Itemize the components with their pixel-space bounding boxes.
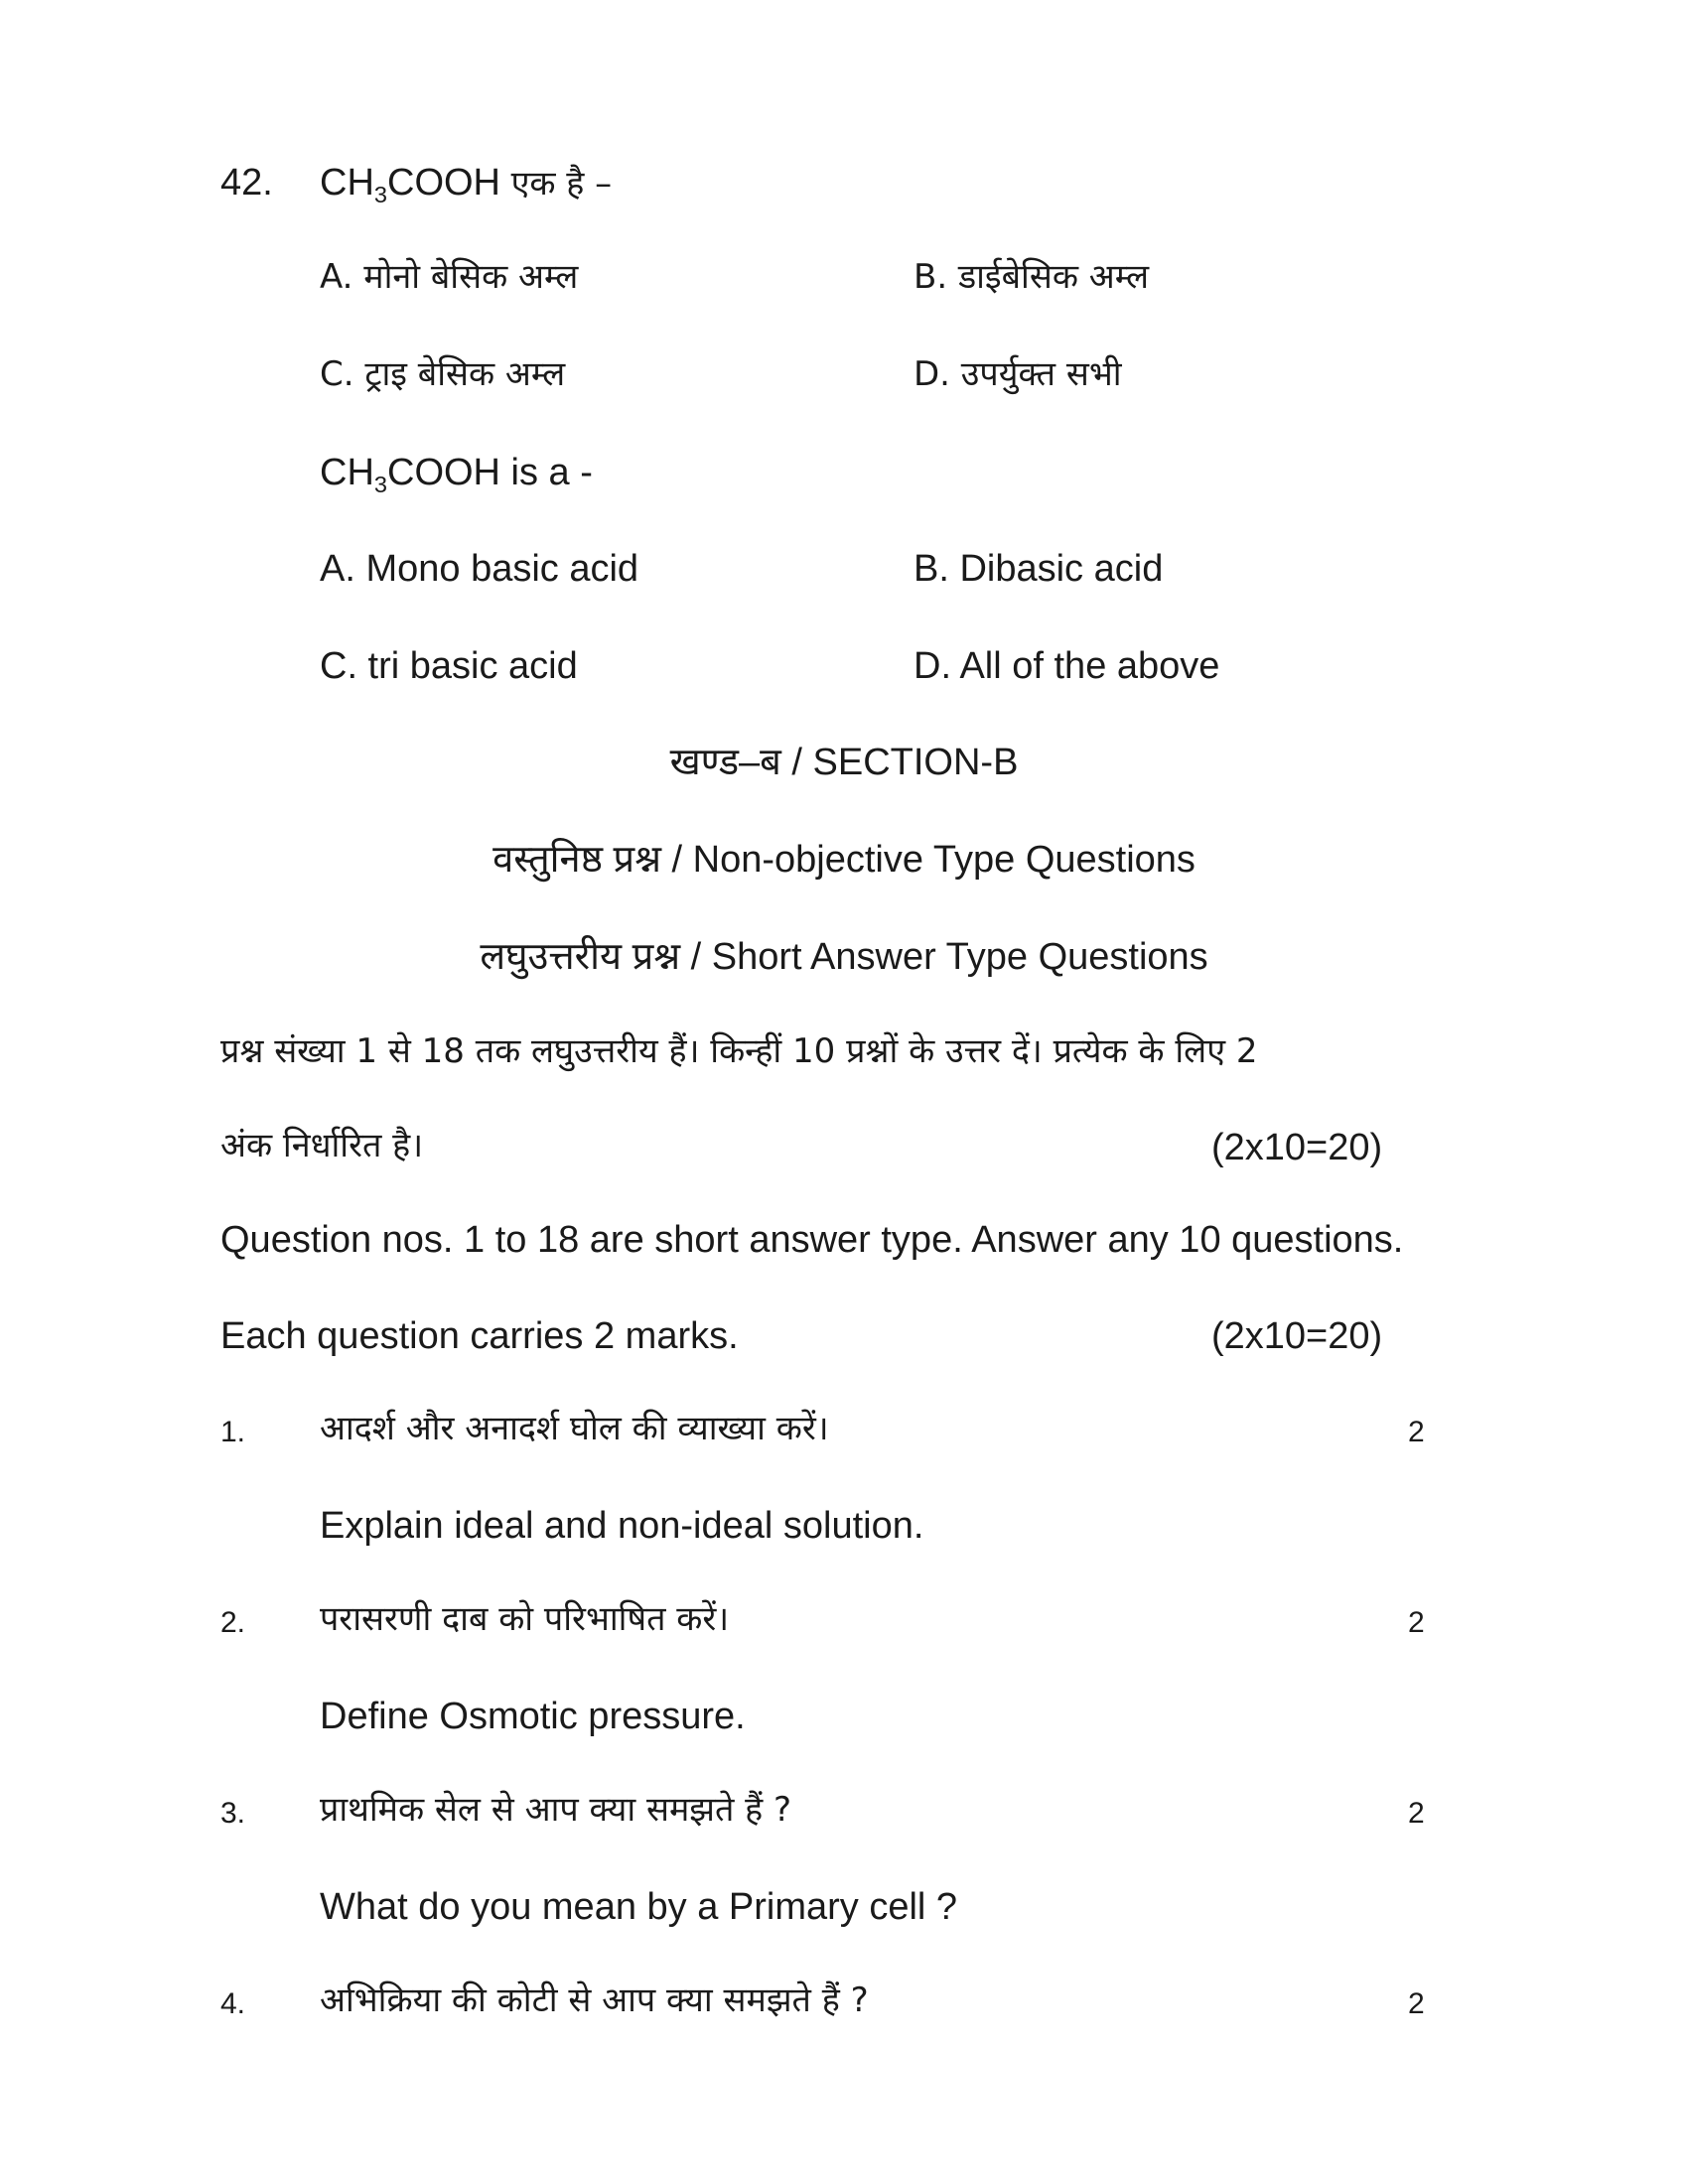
option-a-hindi: A. मोनो बेसिक अम्ल: [320, 257, 579, 297]
instructions-hindi-line2: अंक निर्धारित है।: [220, 1126, 424, 1165]
question-42-hindi-text: [320, 162, 613, 208]
option-d-hindi: D. उपर्युक्त सभी: [914, 354, 1122, 394]
question-42-hindi-tail: एक है –: [510, 164, 613, 204]
section-subtitle-short-answer: लघुउत्तरीय प्रश्न / Short Answer Type Questions: [480, 936, 1208, 978]
option-c-hindi: C. ट्राइ बेसिक अम्ल: [320, 354, 566, 394]
question-2-hindi: परासरणी दाब को परिभाषित करें।: [320, 1599, 730, 1639]
instructions-english-line1: Question nos. 1 to 18 are short answer type. Answer any 10 questions.: [220, 1219, 1404, 1261]
option-b-english: B. Dibasic acid: [914, 548, 1164, 590]
formula-subscript-en: 3: [373, 472, 387, 498]
question-1-english: Explain ideal and non-ideal solution.: [320, 1505, 924, 1547]
section-title: खण्ड–ब / SECTION-B: [669, 742, 1019, 783]
question-4-hindi: अभिक्रिया की कोटी से आप क्या समझते हैं ?: [320, 1980, 869, 2020]
question-42-english-tail: is a -: [500, 452, 593, 493]
question-4-marks: 2: [1408, 1987, 1425, 2020]
formula-cooh: COOH: [387, 162, 500, 204]
option-d-english: D. All of the above: [914, 645, 1220, 687]
option-a-english: A. Mono basic acid: [320, 548, 639, 590]
section-subtitle-objective: वस्तुनिष्ठ प्रश्न / Non-objective Type Questions: [492, 839, 1196, 881]
option-b-hindi: B. डाईबेसिक अम्ल: [914, 257, 1150, 297]
option-c-english: C. tri basic acid: [320, 645, 578, 687]
question-2-marks: 2: [1408, 1606, 1425, 1639]
question-3-marks: 2: [1408, 1797, 1425, 1830]
formula-ch-en: CH: [320, 452, 374, 493]
question-2-number: 2.: [220, 1606, 246, 1639]
instructions-hindi-line1: प्रश्न संख्या 1 से 18 तक लघुउत्तरीय हैं। किन्हीं 10 प्रश्नों के उत्तर दें। प्रत्येक के लिए 2: [220, 1031, 1258, 1071]
instructions-english-marks: (2x10=20): [1211, 1315, 1383, 1357]
formula-subscript: 3: [373, 182, 387, 208]
formula-ch: CH: [320, 162, 374, 204]
question-3-number: 3.: [220, 1797, 246, 1830]
question-2-english: Define Osmotic pressure.: [320, 1696, 746, 1737]
question-4-number: 4.: [220, 1987, 246, 2020]
question-3-english: What do you mean by a Primary cell ?: [320, 1886, 958, 1928]
question-42-number: 42.: [220, 162, 273, 204]
question-42-english-text: [320, 452, 593, 498]
instructions-english-line2: Each question carries 2 marks.: [220, 1315, 739, 1357]
question-1-hindi: आदर्श और अनादर्श घोल की व्याख्या करें।: [320, 1409, 829, 1448]
instructions-hindi-marks: (2x10=20): [1211, 1127, 1383, 1168]
question-1-marks: 2: [1408, 1416, 1425, 1448]
question-1-number: 1.: [220, 1416, 246, 1448]
formula-cooh-en: COOH: [387, 452, 500, 493]
question-3-hindi: प्राथमिक सेल से आप क्या समझते हैं ?: [320, 1790, 792, 1830]
